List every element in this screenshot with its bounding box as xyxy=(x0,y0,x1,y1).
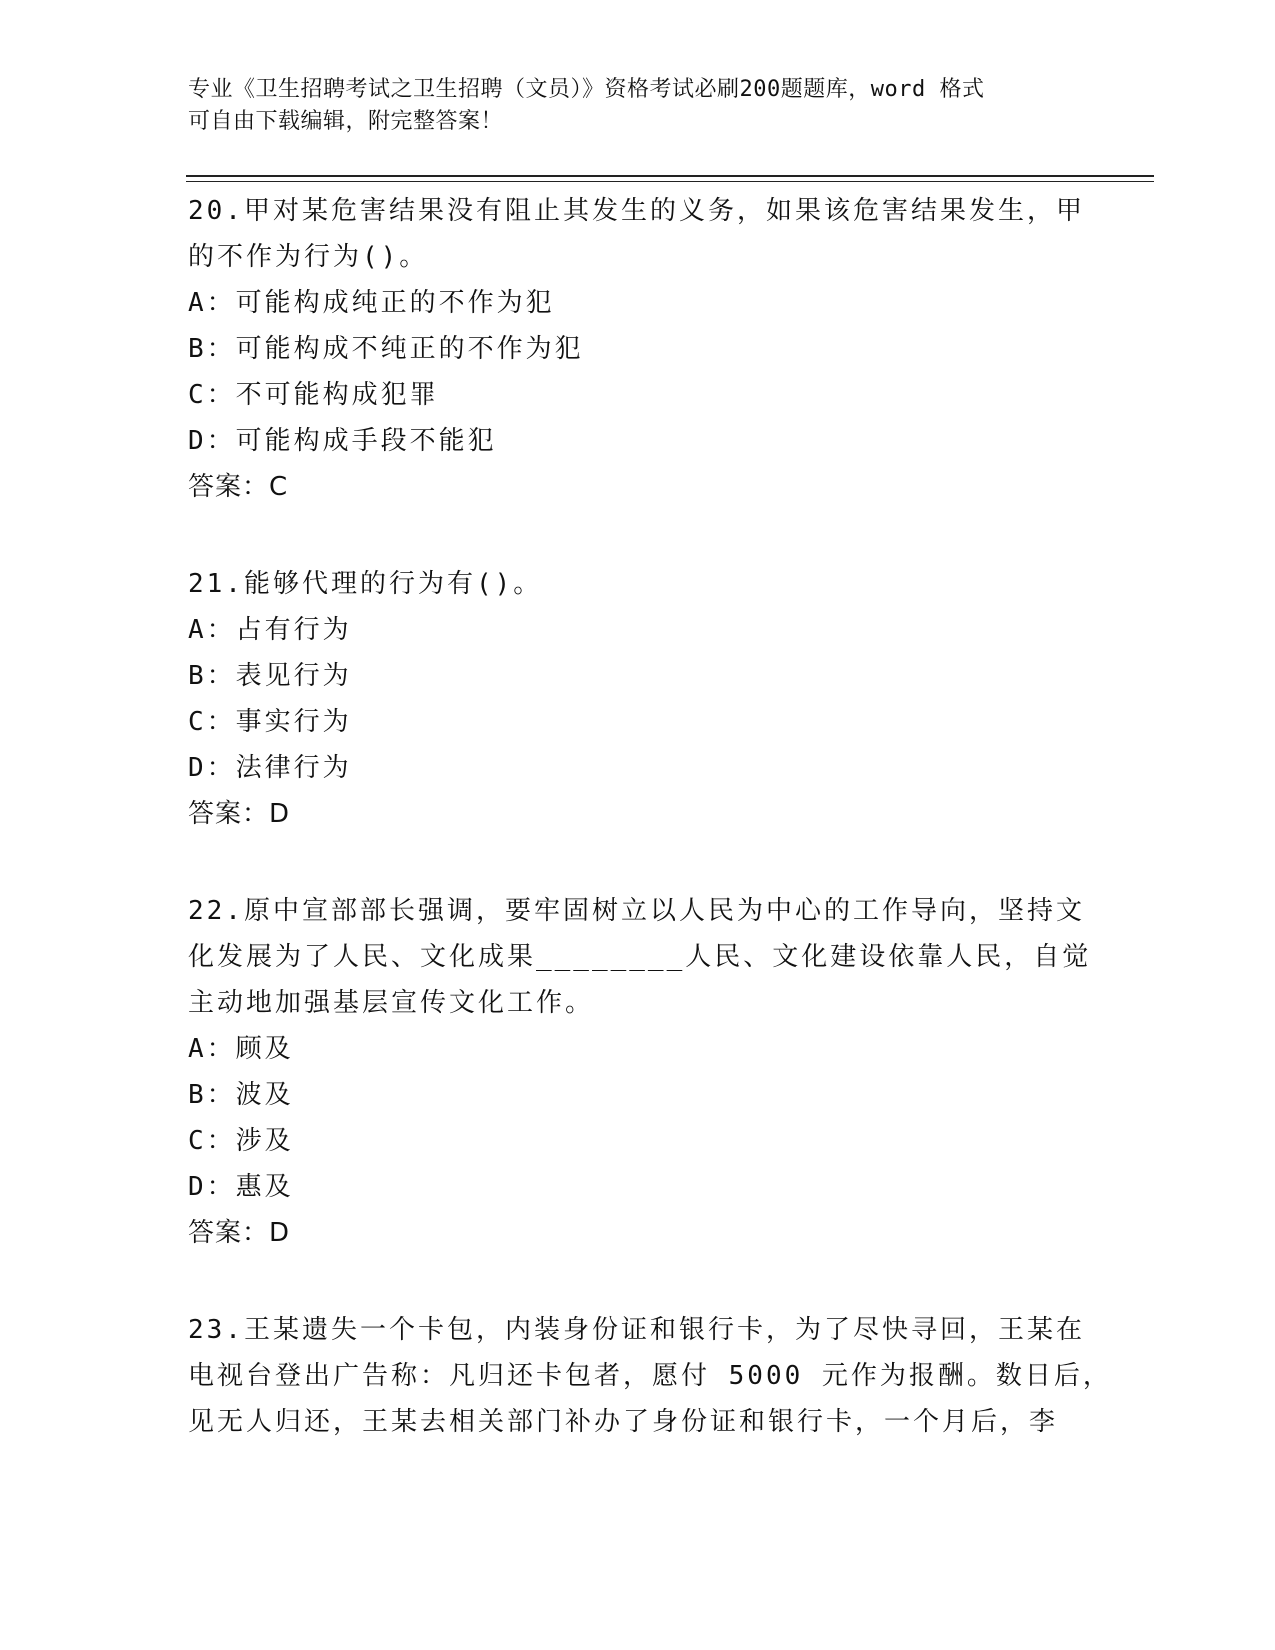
question-stem-line: 的不作为行为()。 xyxy=(188,242,429,272)
option-b: B：波及 xyxy=(188,1080,294,1110)
question-23 xyxy=(188,1307,1112,1445)
answer-line: 答案：D xyxy=(188,799,291,829)
question-stem-line: 化发展为了人民、文化成果________人民、文化建设依靠人民，自觉 xyxy=(188,942,1092,972)
header-line: 可自由下载编辑，附完整答案！ xyxy=(188,109,504,134)
option-a: A：可能构成纯正的不作为犯 xyxy=(188,288,555,318)
option-a: A：顾及 xyxy=(188,1034,294,1064)
question-stem-line: 20.甲对某危害结果没有阻止其发生的义务，如果该危害结果发生，甲 xyxy=(188,196,1085,226)
document-header xyxy=(188,74,1088,138)
question-stem-line: 见无人归还，王某去相关部门补办了身份证和银行卡，一个月后，李 xyxy=(188,1407,1059,1437)
option-d: D：惠及 xyxy=(188,1172,294,1202)
question-stem-line: 22.原中宣部部长强调，要牢固树立以人民为中心的工作导向，坚持文 xyxy=(188,896,1085,926)
question-20 xyxy=(188,188,1088,510)
question-stem-line: 电视台登出广告称：凡归还卡包者，愿付 5000 元作为报酬。数日后， xyxy=(188,1361,1112,1391)
question-stem-line: 23.王某遗失一个卡包，内装身份证和银行卡，为了尽快寻回，王某在 xyxy=(188,1315,1085,1345)
header-divider-thick xyxy=(186,175,1154,177)
question-22 xyxy=(188,888,1092,1256)
option-c: C：不可能构成犯罪 xyxy=(188,380,439,410)
option-a: A：占有行为 xyxy=(188,615,352,645)
option-c: C：事实行为 xyxy=(188,707,352,737)
answer-line: 答案：C xyxy=(188,472,289,502)
header-line: 专业《卫生招聘考试之卫生招聘（文员）》资格考试必刷200题题库，word 格式 xyxy=(188,77,985,102)
option-d: D：可能构成手段不能犯 xyxy=(188,426,497,456)
option-d: D：法律行为 xyxy=(188,753,352,783)
question-21 xyxy=(188,561,1088,837)
question-stem-line: 21.能够代理的行为有()。 xyxy=(188,569,543,599)
answer-line: 答案：D xyxy=(188,1218,291,1248)
option-c: C：涉及 xyxy=(188,1126,294,1156)
header-divider-thin xyxy=(186,181,1154,182)
option-b: B：表见行为 xyxy=(188,661,352,691)
question-list xyxy=(188,188,1112,1496)
question-stem-line: 主动地加强基层宣传文化工作。 xyxy=(188,988,595,1018)
option-b: B：可能构成不纯正的不作为犯 xyxy=(188,334,584,364)
